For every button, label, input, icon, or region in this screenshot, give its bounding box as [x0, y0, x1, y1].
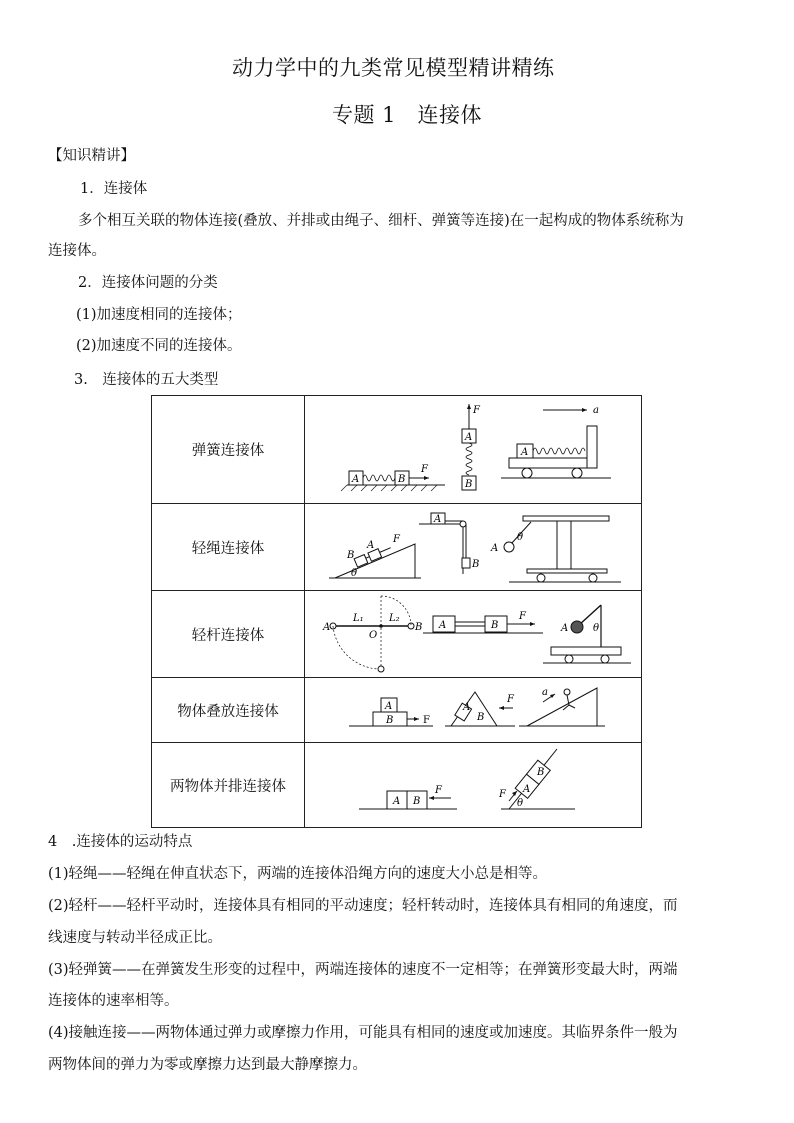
sub-title: 专题 1 连接体 — [332, 103, 483, 127]
label-A: A — [491, 543, 499, 554]
label-F: F — [435, 785, 442, 796]
main-title: 动力学中的九类常见模型精讲精练 — [232, 56, 555, 80]
rope-figure — [305, 504, 642, 591]
paragraph-1-line-2: 连接体。 — [48, 243, 106, 259]
label-B: B — [386, 715, 394, 726]
label-F: F — [423, 715, 430, 726]
label-theta: θ — [517, 532, 524, 543]
label-L2: L₂ — [389, 613, 400, 624]
label-A: A — [393, 796, 401, 807]
paragraph-1-line-1: 多个相互关联的物体连接(叠放、并排或由绳子、细杆、弹簧等连接)在一起构成的物体系统称为 — [78, 213, 684, 229]
row-label: 两物体并排连接体 — [152, 743, 305, 828]
label-theta: θ — [593, 623, 600, 634]
table-row — [152, 396, 642, 504]
label-F: F — [507, 694, 514, 705]
category-1: (1)加速度相同的连接体； — [76, 307, 242, 323]
label-L1: L₁ — [353, 613, 364, 624]
motion-3-line-1: (3)轻弹簧——在弹簧发生形变的过程中，两端连接体的速度不一定相等；在弹簧形变最大时，两端 — [48, 962, 678, 978]
label-B: B — [465, 479, 473, 490]
row-label: 轻杆连接体 — [152, 591, 305, 678]
label-F: F — [393, 534, 400, 545]
motion-3-line-2: 连接体的速率相等。 — [48, 993, 179, 1009]
label-B: B — [347, 550, 355, 561]
label-A: A — [521, 447, 529, 458]
stacked-figure — [305, 678, 642, 743]
row-label: 物体叠放连接体 — [152, 678, 305, 743]
label-B: B — [537, 767, 545, 778]
motion-4-line-2: 两物体间的弹力为零或摩擦力达到最大静摩擦力。 — [48, 1057, 367, 1073]
label-A: A — [465, 432, 473, 443]
table-row — [152, 743, 642, 828]
label-A: A — [561, 623, 569, 634]
label-A: A — [523, 784, 531, 795]
label-a: a — [593, 405, 599, 416]
section-label: 【知识精讲】 — [48, 148, 135, 164]
label-B: B — [398, 474, 406, 485]
label-A: A — [434, 514, 442, 525]
heading-2: 2．连接体问题的分类 — [78, 275, 218, 291]
heading-1: 1．连接体 — [80, 181, 148, 197]
heading-4: 4 .连接体的运动特点 — [48, 834, 193, 850]
label-A: A — [367, 540, 375, 551]
label-A: A — [323, 622, 331, 633]
motion-4-line-1: (4)接触连接——两物体通过弹力或摩擦力作用，可能具有相同的速度或加速度。其临界条件一般为 — [48, 1025, 678, 1041]
label-F: F — [421, 464, 428, 475]
table-row — [152, 678, 642, 743]
label-a: a — [542, 687, 548, 698]
label-A: A — [439, 620, 447, 631]
row-label: 轻绳连接体 — [152, 504, 305, 591]
spring-figure — [305, 396, 642, 504]
motion-2-line-1: (2)轻杆——轻杆平动时，连接体具有相同的平动速度；轻杆转动时，连接体具有相同的角速度，而 — [48, 898, 678, 914]
label-theta: θ — [351, 568, 358, 579]
label-F: F — [519, 611, 526, 622]
label-B: B — [415, 622, 423, 633]
label-O: O — [369, 630, 378, 641]
row-label: 弹簧连接体 — [152, 396, 305, 504]
motion-1: (1)轻绳——轻绳在伸直状态下，两端的连接体沿绳方向的速度大小总是相等。 — [48, 866, 548, 882]
label-B: B — [491, 620, 499, 631]
label-A: A — [352, 474, 360, 485]
label-A: A — [463, 702, 471, 713]
table-row — [152, 504, 642, 591]
label-B: B — [472, 559, 480, 570]
rod-figure — [305, 591, 642, 678]
label-A: A — [385, 701, 393, 712]
table-row — [152, 591, 642, 678]
label-F: F — [499, 789, 506, 800]
connected-body-types-table — [151, 395, 642, 828]
category-2: (2)加速度不同的连接体。 — [76, 338, 242, 354]
heading-3: 3. 连接体的五大类型 — [74, 372, 219, 388]
label-theta: θ — [517, 798, 524, 809]
label-B: B — [477, 712, 485, 723]
label-F: F — [473, 405, 480, 416]
side-by-side-figure — [305, 743, 642, 828]
motion-2-line-2: 线速度与转动半径成正比。 — [48, 930, 222, 946]
label-B: B — [413, 796, 421, 807]
